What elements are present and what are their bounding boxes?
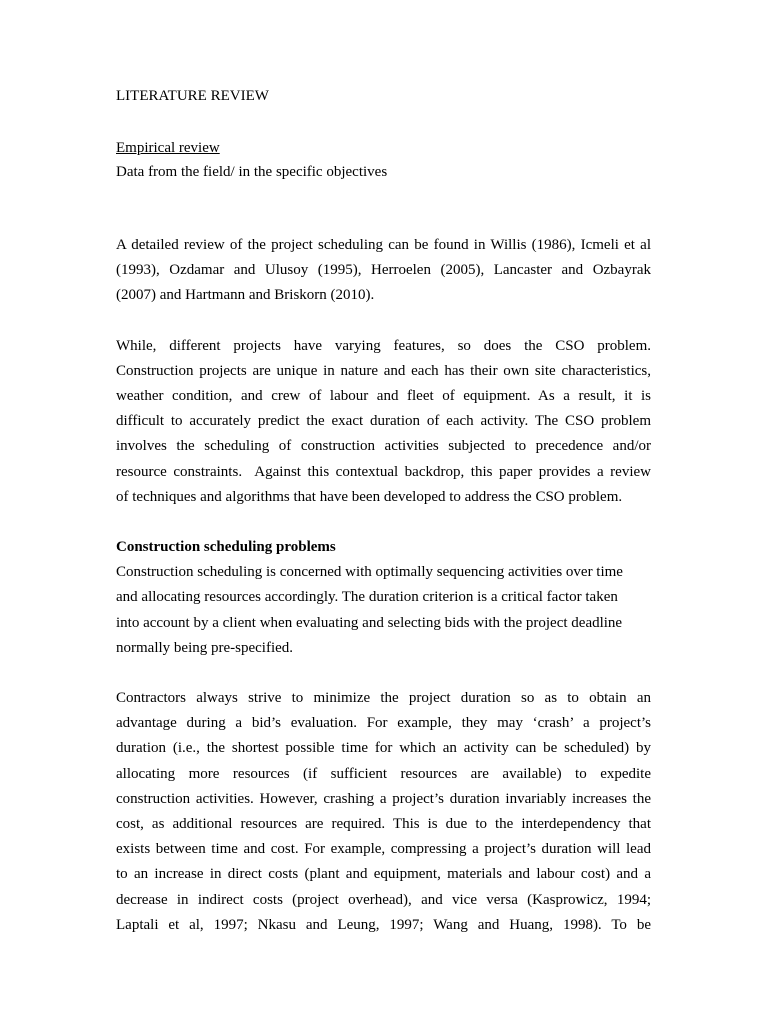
text-line: While, different projects have varying features, so does the CSO problem. <box>116 337 651 354</box>
text-line: involves the scheduling of construction activities subjected to precedence and/or <box>116 438 651 455</box>
page-title: LITERATURE REVIEW <box>116 88 269 104</box>
text-line: decrease in indirect costs (project overhead), and vice versa (Kasprowicz, 1994; <box>116 891 651 908</box>
text-line: and allocating resources accordingly. The duration criterion is a critical factor taken <box>116 589 618 606</box>
text-line: (2007) and Hartmann and Briskorn (2010). <box>116 287 375 304</box>
empirical-review-description: Data from the field/ in the specific objectives <box>116 164 388 180</box>
section-construction-scheduling <box>116 535 651 661</box>
text-line: advantage during a bid’s evaluation. For example, they may ‘crash’ a project’s <box>116 715 651 732</box>
text-line: allocating more resources (if sufficient resources are available) to expedite <box>116 765 651 782</box>
text-line: A detailed review of the project scheduling can be found in Willis (1986), Icmeli et al <box>116 237 651 253</box>
text-line: Construction scheduling is concerned with optimally sequencing activities over time <box>116 564 623 581</box>
text-line: Contractors always strive to minimize the project duration so as to obtain an <box>116 690 651 707</box>
text-line: into account by a client when evaluating and selecting bids with the project deadline <box>116 614 623 631</box>
text-line: difficult to accurately predict the exact duration of each activity. The CSO problem <box>116 413 651 430</box>
text-line: Construction projects are unique in nature and each has their own site characteristics, <box>116 362 651 379</box>
text-line: weather condition, and crew of labour and fleet of equipment. As a result, it is <box>116 388 651 405</box>
text-line: exists between time and cost. For example, compressing a project’s duration will lead <box>116 841 651 858</box>
text-line: construction activities. However, crashing a project’s duration invariably increases the <box>116 790 651 807</box>
paragraph-cso-problem <box>116 334 651 510</box>
text-line: Laptali et al, 1997; Nkasu and Leung, 1997; Wang and Huang, 1998). To be <box>116 916 651 933</box>
text-line: to an increase in direct costs (plant and equipment, materials and labour cost) and a <box>116 866 651 883</box>
paragraph-scheduling-review <box>116 233 651 309</box>
text-line: duration (i.e., the shortest possible time for which an activity can be scheduled) by <box>116 740 651 757</box>
text-line: of techniques and algorithms that have been developed to address the CSO problem. <box>116 488 623 505</box>
document-page <box>116 86 651 938</box>
empirical-review-heading: Empirical review <box>116 140 220 156</box>
text-line: normally being pre-specified. <box>116 639 294 656</box>
text-line: cost, as additional resources are required. This is due to the interdependency that <box>116 816 651 833</box>
text-line: resource constraints. Against this contextual backdrop, this paper provides a review <box>116 463 651 480</box>
section-heading: Construction scheduling problems <box>116 539 336 556</box>
text-line: (1993), Ozdamar and Ulusoy (1995), Herroelen (2005), Lancaster and Ozbayrak <box>116 262 651 279</box>
paragraph-contractors <box>116 686 651 938</box>
